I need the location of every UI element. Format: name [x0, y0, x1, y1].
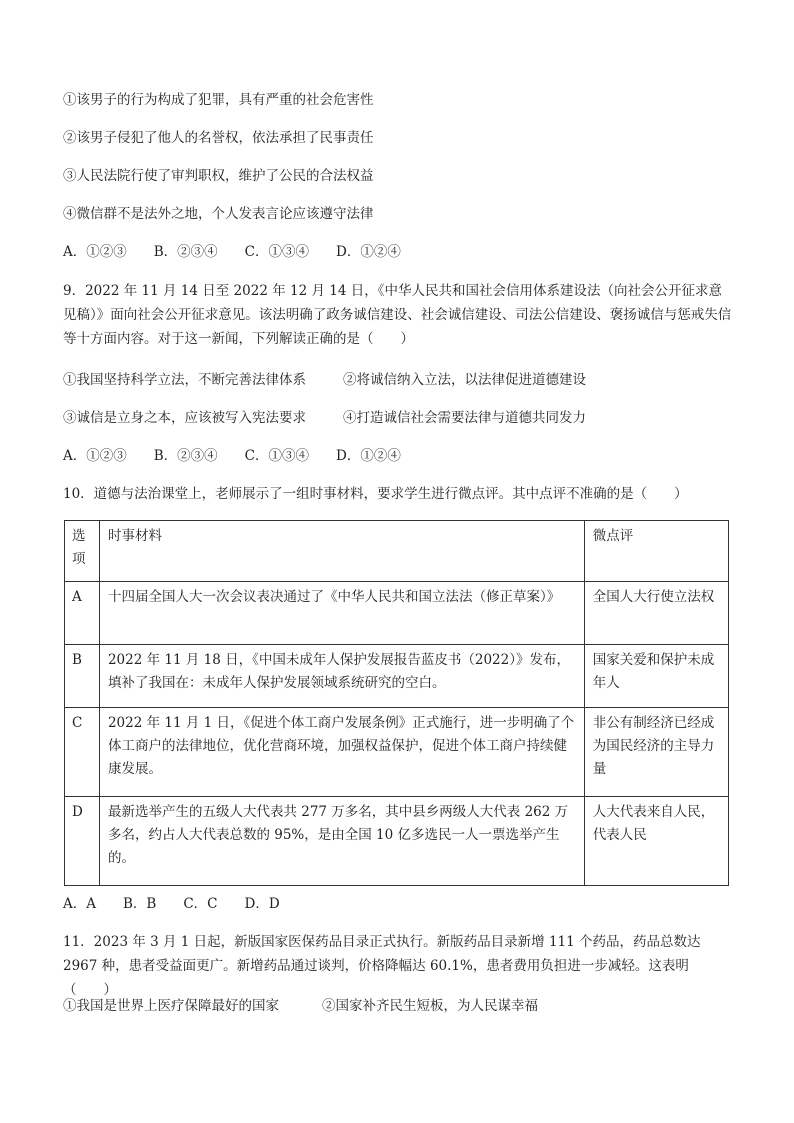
row-option: A — [65, 582, 100, 645]
row-option: C — [65, 708, 100, 797]
q9-option-2: ②将诚信纳入立法，以法律促进道德建设 — [343, 372, 586, 388]
table-row — [65, 582, 729, 645]
header-material: 时事材料 — [99, 521, 584, 582]
row-material: 2022 年 11 月 1 日，《促进个体工商户发展条例》正式施行，进一步明确了个体工商户的法律地位，优化营商环境，加强权益保护，促进个体工商户持续健康发展。 — [99, 708, 584, 797]
q9-stem: 9．2022 年 11 月 14 日至 2022 年 12 月 14 日，《中华人民共和国社会信用体系建设法（向社会公开征求意见稿）》面向社会公开征求意见。该法明确了政务诚信建设、社会诚信建设、司法公信建设、褒扬诚信与惩戒失信等十方面内容。对于这一新闻，下列解读正确的是（ ） — [63, 283, 732, 347]
row-comment: 人大代表来自人民，代表人民 — [584, 797, 728, 886]
q9-option-1: ①我国坚持科学立法，不断完善法律体系 — [63, 372, 306, 388]
q8-option-3: ③人民法院行使了审判职权，维护了公民的合法权益 — [63, 168, 374, 184]
q10-stem: 10．道德与法治课堂上，老师展示了一组时事材料，要求学生进行微点评。其中点评不准确的是（ ） — [63, 486, 688, 502]
header-option: 选项 — [65, 521, 100, 582]
row-material: 最新选举产生的五级人大代表共 277 万多名，其中县乡两级人大代表 262 万多名，约占人大代表总数的 95%，是由全国 10 亿多选民一人一票选举产生的。 — [99, 797, 584, 886]
row-comment: 非公有制经济已经成为国民经济的主导力量 — [584, 708, 728, 797]
q9-answer-choices: A．①②③ B．②③④ C．①③④ D．①②④ — [63, 448, 401, 464]
row-comment: 全国人大行使立法权 — [584, 582, 728, 645]
q10-answer-choices: A．A B．B C．C D．D — [63, 896, 280, 912]
table-row — [65, 797, 729, 886]
q9-option-4: ④打造诚信社会需要法律与道德共同发力 — [343, 410, 586, 426]
q11-option-1: ①我国是世界上医疗保障最好的国家 — [63, 998, 279, 1014]
row-material: 2022 年 11 月 18 日，《中国未成年人保护发展报告蓝皮书（2022）》发布，填补了我国在：未成年人保护发展领域系统研究的空白。 — [99, 645, 584, 708]
header-comment: 微点评 — [584, 521, 728, 582]
table-row — [65, 708, 729, 797]
q11-option-2: ②国家补齐民生短板，为人民谋幸福 — [322, 998, 538, 1014]
row-comment: 国家关爱和保护未成年人 — [584, 645, 728, 708]
row-option: B — [65, 645, 100, 708]
q8-option-4: ④微信群不是法外之地，个人发表言论应该遵守法律 — [63, 206, 374, 222]
q8-option-1: ①该男子的行为构成了犯罪，具有严重的社会危害性 — [63, 92, 374, 108]
q9-option-3: ③诚信是立身之本，应该被写入宪法要求 — [63, 410, 306, 426]
q11-stem: 11．2023 年 3 月 1 日起，新版国家医保药品目录正式执行。新版药品目录新增 111 个药品，药品总数达 2967 种，患者受益面更广。新增药品通过谈判，价格降幅达 60.1%，患者费用负担进一步减轻。这表明（ ） — [63, 934, 701, 998]
q8-answer-choices: A．①②③ B．②③④ C．①③④ D．①②④ — [63, 244, 401, 260]
table-row — [65, 645, 729, 708]
row-material: 十四届全国人大一次会议表决通过了《中华人民共和国立法法（修正草案）》 — [99, 582, 584, 645]
q10-table — [64, 520, 729, 886]
table-header-row — [65, 521, 729, 582]
q8-option-2: ②该男子侵犯了他人的名誉权，依法承担了民事责任 — [63, 130, 374, 146]
row-option: D — [65, 797, 100, 886]
